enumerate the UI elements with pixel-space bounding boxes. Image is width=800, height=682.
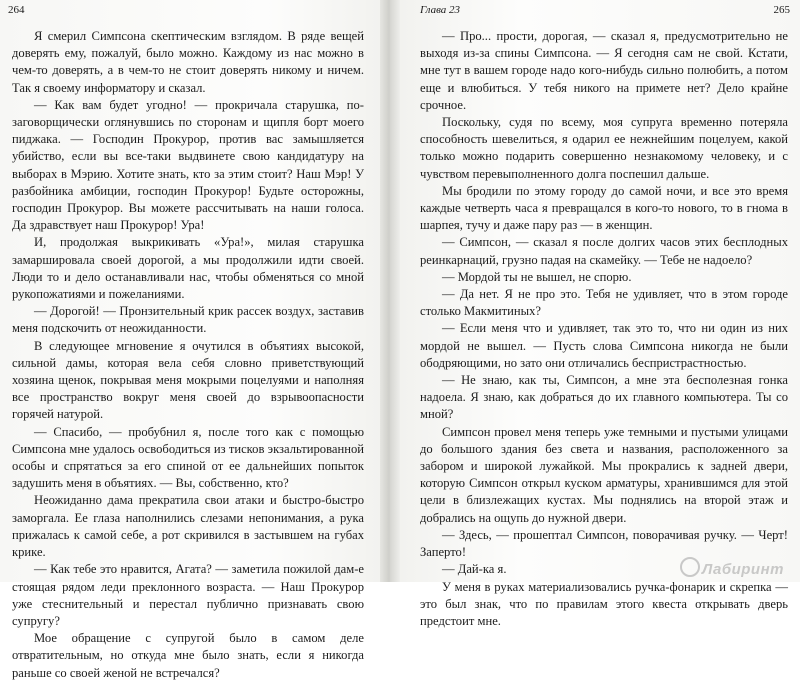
book-gutter	[380, 0, 400, 582]
paragraph: — Здесь, — прошептал Симпсон, поворачивая ручку. — Черт! Заперто!	[420, 527, 788, 560]
right-page-text	[420, 28, 788, 630]
watermark-text: Лабиринт	[701, 561, 784, 578]
paragraph: — Не знаю, как ты, Симпсон, а мне эта бесполезная гонка надоела. Я знаю, как добраться до их главного компьютера. Ты со мной?	[420, 373, 788, 422]
left-page	[0, 0, 380, 680]
left-page-number: 264	[8, 4, 25, 16]
paragraph: Симпсон провел меня теперь уже темными и пустыми улицами до большого здания без света и названия, расположенного за забором и широкой лужайкой. Мы прокрались к задней двери, которую Симпсон открыл куском арматуры, хранившимся для этой цели в близлежащих кустах. Мы поднялись на второй этаж и добрались на ощупь до нужной двери.	[420, 424, 788, 525]
right-page-number: 265	[773, 4, 790, 16]
paragraph: — Дай-ка я.	[442, 562, 507, 577]
paragraph: Мы бродили по этому городу до самой ночи, и все это время каждые четверть часа я превращался в кого-то нового, то в гнома в шарпея, тучу и даже пару раз — в женщин.	[420, 183, 788, 233]
paragraph: Поскольку, судя по всему, моя супруга временно потеряла способность шевелиться, я одарил ее нежнейшим поцелуем, какой только можно подарить совершенно незнакомому человеку, и с чувством перевыполненного долга поспешил дальше.	[420, 115, 788, 181]
watermark	[680, 557, 784, 578]
left-page-text	[12, 28, 364, 682]
labirint-logo-icon	[680, 557, 700, 577]
paragraph: В следующее мгновение я очутился в объятиях высокой, сильной дамы, которая вела себя словно приветствующий хозяина щенок, покрывая меня мокрыми поцелуями и наполняя все пространство вокруг меня своей до взрывоопасности горячей натурой.	[12, 338, 364, 422]
paragraph: Мое обращение с супругой было в самом деле отвратительным, но откуда мне было знать, если я никогда раньше со своей женой не встречался?	[12, 631, 364, 680]
right-page	[400, 0, 800, 628]
paragraph: Я смерил Симпсона скептическим взглядом. В ряде вещей доверять ему, пожалуй, было можно. Каждому из нас можно в чем-то доверять, а в чем-то не стоит доверять никому и ничем. Так я своему информатору и сказал.	[12, 29, 364, 95]
paragraph: — Спасибо, — пробубнил я, после того как с помощью Симпсона мне удалось освободиться из тисков экзальтированной особы и спрятаться за его спиной от ее дальнейших попыток задушить меня в объятиях. — Вы, собственно, кто?	[12, 424, 364, 491]
paragraph: — Если меня что и удивляет, так это то, что ни один из них мордой не вышел. — Пусть слова Симпсона никогда не были ободряющими, но зато они отличались беспристрастностью.	[420, 321, 788, 370]
paragraph: У меня в руках материализовались ручка-фонарик и скрепка — это был знак, что по правилам этого квеста открывать дверь предстоит мне.	[420, 579, 788, 628]
paragraph: Неожиданно дама прекратила свои атаки и быстро-быстро заморгала. Ее глаза наполнились слезами непонимания, а рука прижалась к самой себе, а рот скривился в застывшем на губах крике.	[12, 493, 364, 560]
paragraph: — Дорогой! — Пронзительный крик рассек воздух, заставив меня подскочить от неожиданности.	[12, 304, 364, 336]
paragraph: — Да нет. Я не про это. Тебя не удивляет, что в этом городе столько Макмитиных?	[420, 287, 788, 319]
paragraph: И, продолжая выкрикивать «Ура!», милая старушка замаршировала своей дорогой, а мы продолжили идти своей. Люди то и дело останавливали нас, чтобы обменяться со мной рукопожатиями и пожеланиями.	[12, 235, 364, 302]
paragraph: — Как тебе это нравится, Агата? — заметила пожилой дам-е стоящая рядом леди преклонного возраста. — Наш Прокурор уже стеснительный и перестал публично признавать свою супругу?	[12, 562, 364, 628]
paragraph: — Про... прости, дорогая, — сказал я, предусмотрительно не выходя из-за спины Симпсона. — Я сегодня сам не свой. Кстати, мне тут в вашем городе надо кого-нибудь сильно полюбить, а потом еще и влюбиться. У тебя никого на примете нет? Дело крайне срочное.	[420, 29, 788, 112]
chapter-header: Глава 23	[420, 4, 461, 16]
paragraph: — Симпсон, — сказал я после долгих часов этих бесплодных реинкарнаций, грузно падая на скамейку. — Тебе не надоело?	[420, 235, 788, 267]
paragraph: — Мордой ты не вышел, не спорю.	[442, 269, 632, 284]
paragraph: — Как вам будет угодно! — прокричала старушка, по-заговорщически оглянувшись по сторонам и щипля борт моего пиджака. — Господин Прокурор, против вас замышляется убийство, если вы все-таки выдвинете свою кандидатуру на выборах в Мэрию. Хотите знать, кто за этим стоит? Наш Мэр! У разбойника амбиции, господин Прокурор! Будьте осторожны, господин Прокурор. Вы можете рассчитывать на наши голоса. Да здравствует наш Прокурор! Ура!	[12, 97, 364, 233]
